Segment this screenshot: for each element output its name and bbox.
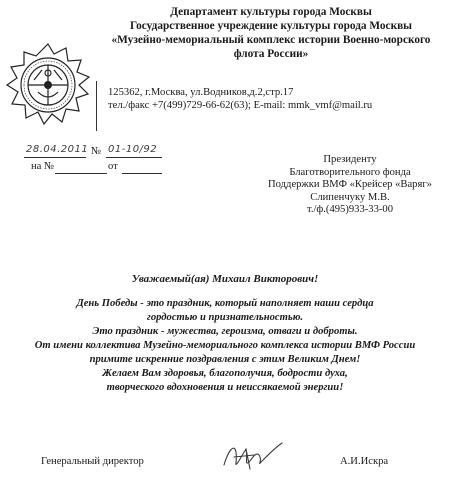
reference-number-blank bbox=[55, 173, 107, 174]
body-line: гордостью и признательностью. bbox=[146, 312, 304, 323]
header-institution: Государственное учреждение культуры города Москвы bbox=[129, 20, 413, 32]
letterhead-address: 125362, г.Москва, ул.Водников,д.2,стр.17 bbox=[108, 87, 294, 98]
recipient-line: Поддержки ВМФ «Крейсер «Варяг» bbox=[268, 179, 432, 190]
outgoing-date: 28.04.2011 bbox=[26, 144, 89, 155]
body-line: творческого вдохновения и неиссякаемой энергии! bbox=[106, 382, 344, 393]
body-line: От имени коллектива Музейно-мемориального комплекса истории ВМФ России bbox=[34, 340, 416, 351]
header-museum-name-cont: флота России» bbox=[233, 48, 309, 60]
date-underline bbox=[24, 157, 86, 158]
letterhead-contacts: тел./факс +7(499)729-66-62(63); E-mail: mmk_vmf@mail.ru bbox=[108, 100, 373, 111]
body-line: Желаем Вам здоровья, благополучия, бодрости духа, bbox=[102, 368, 348, 379]
body-line: примите искренние поздравления с этим Великим Днем! bbox=[89, 354, 361, 365]
header-department: Департамент культуры города Москвы bbox=[170, 6, 372, 18]
body-line: День Победы - это праздник, который наполняет наши сердца bbox=[76, 298, 374, 309]
reference-date-blank bbox=[122, 173, 162, 174]
recipient-line: Президенту bbox=[323, 154, 377, 165]
number-label: № bbox=[91, 146, 102, 157]
header-museum-name: «Музейно-мемориальный комплекс истории Военно-морского bbox=[111, 34, 431, 46]
body-line: Это праздник - мужества, героизма, отваги и доброты. bbox=[92, 326, 358, 337]
handwritten-signature bbox=[220, 435, 290, 475]
recipient-line: Благотворительного фонда bbox=[289, 166, 411, 178]
museum-emblem bbox=[4, 40, 92, 128]
recipient-line: т./ф.(495)933-33-00 bbox=[306, 204, 394, 215]
signatory-position: Генеральный директор bbox=[41, 456, 144, 467]
number-underline bbox=[106, 157, 162, 158]
recipient-block bbox=[250, 154, 450, 217]
salutation: Уважаемый(ая) Михаил Викторович! bbox=[131, 273, 319, 285]
outgoing-number: 01-10/92 bbox=[108, 144, 158, 155]
letterhead-rule bbox=[96, 81, 97, 131]
reference-date-label: от bbox=[108, 161, 118, 172]
signatory-name: А.И.Искра bbox=[340, 456, 389, 467]
recipient-line: Слипенчуку М.В. bbox=[310, 191, 390, 203]
reference-number-label: на № bbox=[31, 161, 55, 172]
